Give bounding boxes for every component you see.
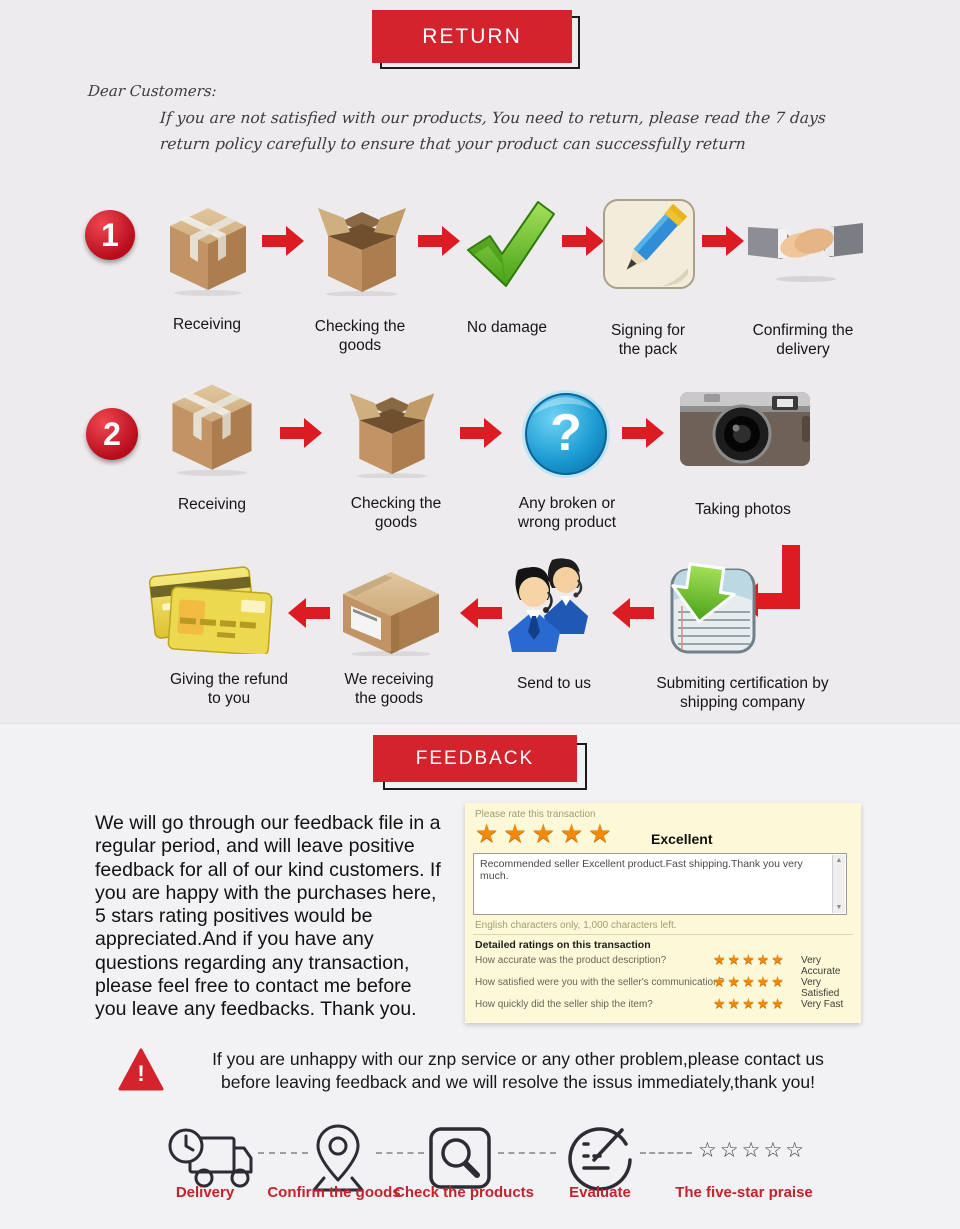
- step-label: Submiting certification by shipping company: [656, 675, 829, 711]
- step-label: Checking the goods: [350, 495, 442, 531]
- arrow-right-icon: [702, 226, 744, 261]
- step-label: Receiving: [177, 496, 247, 513]
- rating-question: How quickly did the seller ship the item?: [475, 999, 653, 1010]
- green-check-icon: [458, 198, 558, 299]
- dashed-connector: [640, 1152, 692, 1154]
- arrow-right-icon: [262, 226, 304, 261]
- sealed-box-icon: [160, 196, 256, 301]
- arrow-right-icon: [562, 226, 604, 261]
- step-label: Giving the refund to you: [169, 671, 289, 707]
- feedback-banner: FEEDBACK: [373, 735, 577, 782]
- greeting-text: Dear Customers:: [87, 82, 218, 100]
- chars-left-note: English characters only, 1,000 characters left.: [475, 920, 677, 931]
- step-1-badge: 1: [85, 210, 135, 260]
- arrow-right-icon: [280, 418, 322, 453]
- rating-question: How accurate was the product description?: [475, 955, 667, 966]
- handshake-icon: [748, 205, 863, 290]
- sealed-box-icon: [162, 372, 262, 481]
- parcel-box-icon: [333, 558, 448, 661]
- arrow-left-icon: [460, 598, 502, 633]
- open-box-icon: [338, 378, 446, 483]
- step-2-badge: 2: [86, 408, 138, 460]
- certificate-download-icon: [658, 556, 758, 661]
- five-stars-icon: ☆☆☆☆☆: [698, 1138, 808, 1162]
- rating-value: Very Fast: [801, 999, 844, 1010]
- form-divider: [473, 934, 853, 935]
- camera-icon: [676, 388, 814, 475]
- step-label: We receiving the goods: [344, 671, 434, 707]
- textarea-scrollbar[interactable]: [832, 855, 845, 913]
- warning-text: [172, 1048, 864, 1094]
- footer-label: Delivery: [175, 1184, 235, 1201]
- return-banner: RETURN: [372, 10, 572, 63]
- step-label: Taking photos: [695, 501, 791, 518]
- rating-value: Very Accurate: [801, 955, 841, 977]
- dashed-connector: [376, 1152, 424, 1154]
- rating-stars[interactable]: ★★★★★: [713, 974, 786, 990]
- footer-label: Confirm the goods: [267, 1184, 401, 1201]
- footer-label: The five-star praise: [675, 1184, 813, 1201]
- arrow-right-icon: [622, 418, 664, 453]
- step-label: Checking the goods: [314, 318, 406, 354]
- pencil-sign-icon: [602, 198, 696, 295]
- step-label: Confirming the delivery: [752, 322, 854, 358]
- open-box-icon: [312, 192, 412, 301]
- rate-prompt: Please rate this transaction: [475, 809, 596, 820]
- rating-stars[interactable]: ★★★★★: [713, 952, 786, 968]
- scroll-up-icon[interactable]: ▲: [835, 857, 843, 864]
- arrow-left-icon: [612, 598, 654, 633]
- step-label: Signing for the pack: [610, 322, 686, 358]
- comment-text: Recommended seller Excellent product.Fast shipping.Thank you very much.: [480, 858, 803, 882]
- warning-line-2: before leaving feedback and we will resolve the issus immediately,thank you!: [220, 1072, 816, 1092]
- arrow-right-icon: [418, 226, 460, 261]
- svg-text:!: !: [137, 1061, 145, 1086]
- warning-line-1: If you are unhappy with our znp service or any other problem,please contact us: [212, 1049, 824, 1069]
- step-label: Receiving: [172, 316, 242, 333]
- footer-label: Check the products: [393, 1184, 535, 1201]
- dashed-connector: [498, 1152, 556, 1154]
- rating-stars[interactable]: ★★★★★: [475, 819, 617, 849]
- feedback-form: [465, 803, 861, 1023]
- comment-textarea[interactable]: [473, 853, 847, 915]
- arrow-left-icon: [288, 598, 330, 633]
- credit-cards-icon: [148, 562, 273, 659]
- rating-stars[interactable]: ★★★★★: [713, 996, 786, 1012]
- rating-question: How satisfied were you with the seller's communication?: [475, 977, 725, 988]
- dashed-connector: [258, 1152, 308, 1154]
- rating-value: Very Satisfied: [801, 977, 840, 999]
- warning-icon: [118, 1048, 164, 1097]
- question-mark-icon: [520, 388, 612, 485]
- scroll-down-icon[interactable]: ▼: [835, 904, 843, 911]
- arrow-right-icon: [460, 418, 502, 453]
- step-label: Send to us: [516, 675, 592, 692]
- support-agents-icon: [502, 552, 607, 662]
- feedback-paragraph: We will go through our feedback file in a regular period, and will leave positive feedback for all of our kind customers. If you are happy with the purchases here, 5 stars rating positives would be appreciated.And if you have any questions regarding any transaction, please feel free to contact me before you leave any feedbacks. Thank you.: [95, 812, 441, 1021]
- rating-word: Excellent: [651, 831, 713, 847]
- detailed-ratings-title: Detailed ratings on this transaction: [475, 939, 651, 951]
- svg-text:?: ?: [550, 404, 582, 462]
- step-label: No damage: [466, 319, 548, 336]
- step-label: Any broken or wrong product: [517, 495, 617, 531]
- intro-line-1: If you are not satisfied with our products, You need to return, please read the 7 days: [159, 109, 827, 127]
- intro-line-2: return policy carefully to ensure that your product can successfully return: [159, 135, 747, 153]
- footer-label: Evaluate: [569, 1184, 631, 1201]
